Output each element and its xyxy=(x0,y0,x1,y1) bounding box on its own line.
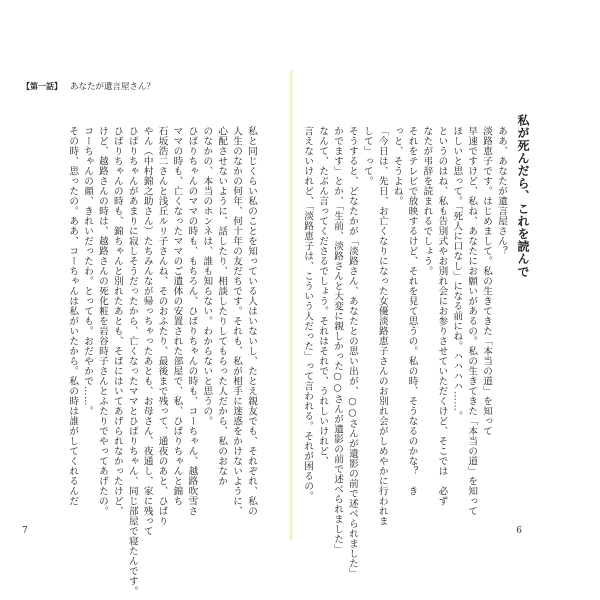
text-line: 心配させないように、話したり、相談したりしてもらった人だから、私のおなか xyxy=(216,126,228,486)
text-line: ひばりちゃんのママの時も、もちろん、ひばりちゃんの時も、コーちゃん、越路吹雪さ xyxy=(186,126,198,516)
text-line: コーちゃんの顔、きれいだったわ。とっても。おだやかで……。 xyxy=(82,126,94,416)
text-line: ほしいと思って。「死人に口なし」になる前にね。ハハハハ……。 xyxy=(451,126,463,422)
text-line: ひばりちゃんがあまりに寂しそうだったから、亡くなったママとひばりちゃん、同じ部屋で寝たんです。 xyxy=(126,126,138,596)
right-body-text xyxy=(302,126,508,579)
left-body-text xyxy=(28,126,258,596)
text-line: 早速ですけど、私ね、あなたにお願いがあるの。私の生きてきた「本当の道」を知って xyxy=(466,126,478,516)
text-line: それをテレビで放映するけど、それを見て思うの。私の時、そうなるのかな？ き xyxy=(406,126,418,496)
page-gutter xyxy=(290,70,294,540)
text-line: ああ、あなたが遺言屋さん？ xyxy=(496,126,507,256)
text-line: のなかの、本当のホンネは、誰も知らない。わからないと思うの。 xyxy=(201,126,213,426)
text-line: なたが弔辞を読まれるでしょう。 xyxy=(421,126,433,276)
text-line: やん（中村錦之助さん）たちみんなが帰っちゃったあとも、お母さん、夜通し、家に残って xyxy=(141,126,153,536)
text-line: して」って。 xyxy=(361,126,373,186)
page-number: 7 xyxy=(22,526,28,536)
text-line: 私と同じくらい私のことを知っている人はいないし、たとえ親友でも、それぞれ、私の xyxy=(246,126,257,516)
text-line: けど、越路さんの時は、越路さんの死化粧を岩谷時子さんとふたりでやってあげたの。 xyxy=(96,126,108,516)
text-line: っと、そうよね。 xyxy=(391,126,403,206)
text-line: ママの時も、亡くなったママのご遺体の安置された部屋で、私、ひばりちゃんと錦ち xyxy=(171,126,183,506)
text-line: 石坂浩二さんと浅丘ルリ子さんね、そのおふたり、最後まで残って、通夜のあと、ひばり xyxy=(156,126,168,526)
text-line: その時、思ったの。ああ、コーちゃんは私がいたから。私の時は誰がしてくれるんだ xyxy=(67,126,79,506)
text-line: 「今日は、先日、お亡くなりになった女優淡路恵子さんのお別れ会がしめやかに行われま xyxy=(376,126,388,526)
text-line: かでます」とか、「生前、淡路さんと大変に親しかった○○さんが遺影の前で述べられました」 xyxy=(332,126,344,554)
chapter-label: 【第一話】 xyxy=(22,80,62,91)
left-page xyxy=(18,70,264,596)
text-line: ひばりちゃんの時も、錦ちゃんと別れたあとも、そばにはいてあげられなかったけど、 xyxy=(111,126,123,516)
chapter-heading: 私が死んだら、これを読んで xyxy=(516,114,530,278)
text-line: というのはね、私も告別式やお別れ会にお参りさせていただくけど、そこでは 必ず xyxy=(436,126,448,506)
text-line: 人生のなかの何年、何十年の友だちです。それも、私が相手に迷惑をかけないように、 xyxy=(231,126,243,516)
page-number: 6 xyxy=(516,526,522,536)
text-line: そうすると、どなたかが「淡路さん、あなたとの思い出が、○○さんが遺影の前で述べられました」 xyxy=(346,126,358,579)
text-line: 淡路恵子です。はじめまして。私の生きてきた「本当の道」を知って xyxy=(481,126,493,436)
text-line: 言えないけれど、「淡路恵子は、こういう人だった」って言われる。それが困るの。 xyxy=(302,126,314,502)
text-line: なんて、たぶん言ってくださるでしょう。それはそれで、うれしいけれど、 xyxy=(317,126,329,466)
running-head xyxy=(22,80,155,92)
running-head-title: あなたが遺言屋さん？ xyxy=(70,82,156,92)
right-page xyxy=(296,70,542,579)
